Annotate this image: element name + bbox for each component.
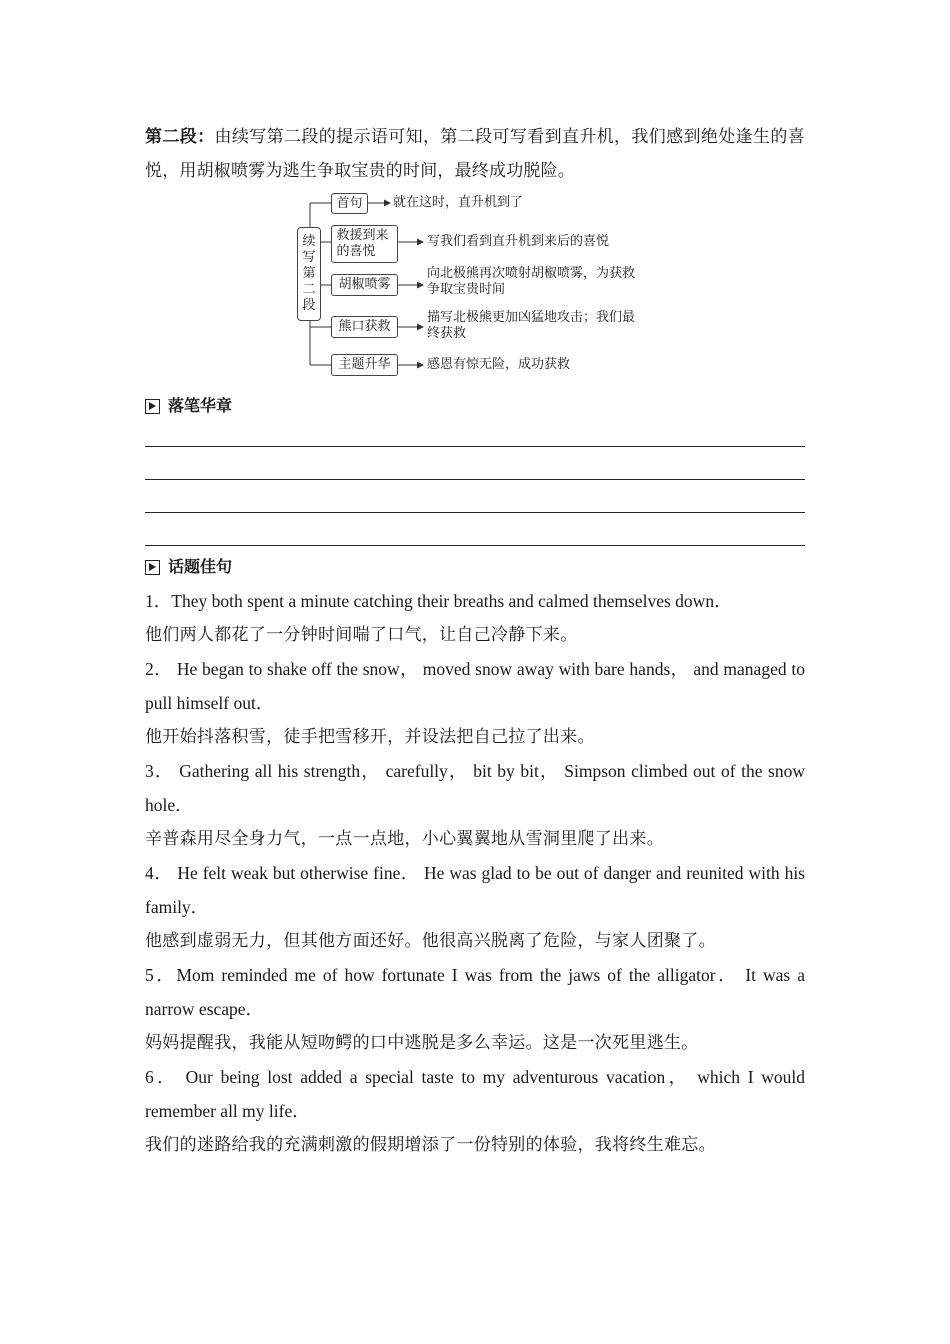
sentence-chinese: 我们的迷路给我的充满刺激的假期增添了一份特别的体验，我将终生难忘。 (145, 1135, 716, 1155)
sentence-chinese: 妈妈提醒我，我能从短吻鳄的口中逃脱是多么幸运。这是一次死里逃生。 (145, 1033, 699, 1053)
root-char: 第 (302, 266, 316, 281)
writing-line (145, 446, 805, 447)
root-char: 写 (302, 250, 316, 265)
root-char: 续 (302, 234, 316, 249)
branch-desc-pepper-spray: 向北极熊再次喷射胡椒喷雾，为获救争取宝贵时间 (427, 266, 636, 297)
branch-desc-opening: 就在这时，直升机到了 (393, 195, 524, 210)
sentence-list (145, 584, 805, 1162)
root-char: 段 (302, 298, 316, 313)
root-char: 二 (302, 282, 316, 297)
branch-box-rescue-joy: 救援到来的喜悦 (331, 225, 398, 263)
outline-diagram (290, 190, 670, 380)
sentence-english: 2． He began to shake off the snow， moved snow away with bare hands， and managed to pull himself out． (145, 659, 805, 713)
sentence-english: 5．Mom reminded me of how fortunate I was from the jaws of the alligator． It was a narrow escape． (145, 965, 805, 1019)
sentence-english: 1．They both spent a minute catching their breaths and calmed themselves down． (145, 591, 732, 611)
sentence-english: 6． Our being lost added a special taste to my adventurous vacation， which I would remember all my life． (145, 1067, 805, 1121)
sentence-chinese: 他开始抖落积雪，徒手把雪移开，并设法把自己拉了出来。 (145, 727, 595, 747)
section-heading-sentences: 话题佳句 (145, 557, 232, 577)
sentence-english: 4． He felt weak but otherwise fine． He was glad to be out of danger and reunited with his family． (145, 863, 805, 917)
branch-box-theme: 主题升华 (331, 354, 398, 376)
branch-box-rescued: 熊口获救 (331, 316, 398, 338)
intro-label: 第二段： (145, 127, 215, 147)
play-triangle-icon (145, 560, 160, 575)
writing-line (145, 512, 805, 513)
branch-box-opening: 首句 (331, 193, 368, 214)
play-triangle-icon (145, 399, 160, 414)
branch-desc-theme: 感恩有惊无险，成功获救 (427, 357, 571, 372)
sentence-english: 3． Gathering all his strength， carefully， bit by bit， Simpson climbed out of the snow hole． (145, 761, 805, 815)
sentence-chinese: 他们两人都花了一分钟时间喘了口气，让自己冷静下来。 (145, 625, 578, 645)
writing-line (145, 479, 805, 480)
sentence-chinese: 辛普森用尽全身力气，一点一点地，小心翼翼地从雪洞里爬了出来。 (145, 829, 664, 849)
root-box (297, 227, 321, 321)
sentence-chinese: 他感到虚弱无力，但其他方面还好。他很高兴脱离了危险，与家人团聚了。 (145, 931, 716, 951)
branch-desc-rescue-joy: 写我们看到直升机到来后的喜悦 (427, 234, 610, 249)
intro-paragraph (145, 120, 805, 188)
branch-box-pepper-spray: 胡椒喷雾 (331, 274, 398, 296)
section-heading-writing: 落笔华章 (145, 396, 232, 416)
writing-line (145, 545, 805, 546)
branch-desc-rescued: 描写北极熊更加凶猛地攻击；我们最终获救 (427, 310, 636, 341)
intro-text: 由续写第二段的提示语可知，第二段可写看到直升机，我们感到绝处逢生的喜悦，用胡椒喷雾为逃生争取宝贵的时间，最终成功脱险。 (145, 127, 805, 181)
